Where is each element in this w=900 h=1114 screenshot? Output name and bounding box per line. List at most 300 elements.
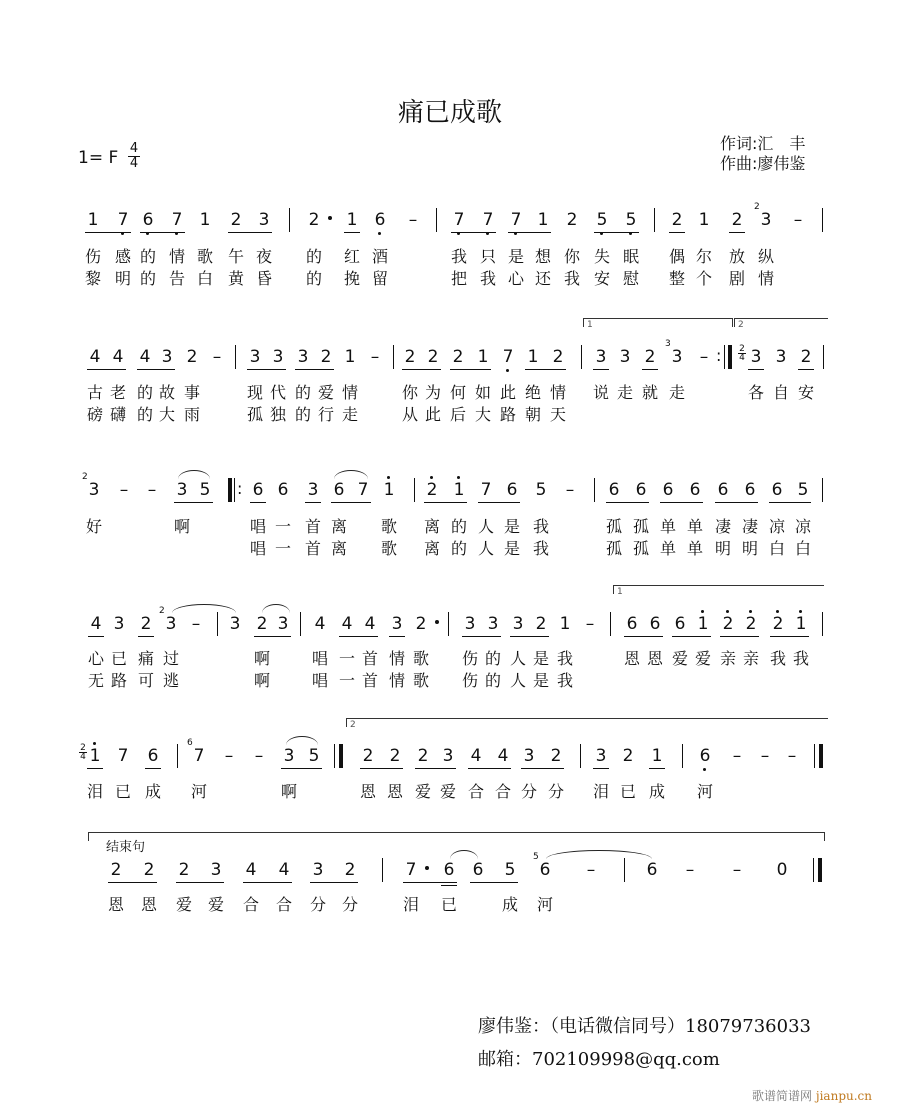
eighth-underline <box>720 636 759 637</box>
eighth-underline <box>305 502 321 503</box>
note: 4 <box>139 347 151 367</box>
lyric-char: 明 <box>114 269 131 288</box>
dash-sustain: – <box>699 347 709 367</box>
note: 2 <box>143 860 155 880</box>
volta-bracket: 1 <box>613 585 824 594</box>
volta-bracket: 1 <box>583 318 733 327</box>
eighth-underline <box>593 768 609 769</box>
lyric-char: 的 <box>294 383 311 402</box>
lyric-char: 歌 <box>412 649 429 668</box>
lyric-char: 合 <box>242 895 259 914</box>
note: 3 <box>464 614 476 634</box>
lyric-char: 分 <box>341 895 358 914</box>
lyric-char: 明 <box>741 539 758 558</box>
note: 6 <box>252 480 264 500</box>
grace-note: 2 <box>754 202 760 212</box>
lyric-char: 的 <box>139 269 156 288</box>
lyric-char: 放 <box>728 247 745 266</box>
lyric-char: 已 <box>619 782 636 801</box>
note: 1 <box>695 614 711 634</box>
note: 5 <box>535 480 547 500</box>
lyric-char: 分 <box>309 895 326 914</box>
eighth-underline <box>669 232 685 233</box>
eighth-underline <box>108 882 157 883</box>
lyric-char: 的 <box>484 671 501 690</box>
lyric-char: 歌 <box>412 671 429 690</box>
lyric-char: 情 <box>388 649 405 668</box>
note: 2 <box>424 480 440 500</box>
lyric-char: 爱 <box>317 383 334 402</box>
high-octave-dot <box>749 610 752 613</box>
lyric-char: 情 <box>549 383 566 402</box>
lyric-char: 事 <box>183 383 200 402</box>
eighth-underline <box>145 768 161 769</box>
lyric-char: 白 <box>196 269 213 288</box>
lyric-char: 离 <box>330 517 347 536</box>
lyric-char: 人 <box>509 671 526 690</box>
lyric-char: 就 <box>641 383 658 402</box>
lyric-char: 挽 <box>343 269 360 288</box>
lyric-char: 亲 <box>719 649 736 668</box>
barline <box>393 345 394 369</box>
lyric-char: 合 <box>275 895 292 914</box>
lyric-char: 告 <box>168 269 185 288</box>
note: 6 <box>333 480 345 500</box>
note: 2 <box>362 746 374 766</box>
note: 3 <box>595 746 607 766</box>
lyric-char: 的 <box>136 405 153 424</box>
note: 4 <box>90 614 102 634</box>
lyric-char: 凄 <box>714 517 731 536</box>
lyric-char: 河 <box>536 895 553 914</box>
lyric-char: 我 <box>556 671 573 690</box>
augmentation-dot <box>425 866 429 870</box>
eighth-underline <box>424 502 467 503</box>
lyric-char: 独 <box>269 405 286 424</box>
volta-bracket: 2 <box>734 318 828 327</box>
note: 2 <box>644 347 656 367</box>
slur-arc <box>334 470 368 479</box>
note: 4 <box>497 746 509 766</box>
lyric-char: 午 <box>227 247 244 266</box>
lyric-char: 孤 <box>246 405 263 424</box>
lyric-char: 爱 <box>207 895 224 914</box>
eighth-underline <box>344 232 360 233</box>
note: 2 <box>306 210 322 230</box>
lyric-char: 你 <box>563 247 580 266</box>
eighth-underline <box>769 502 811 503</box>
lyric-char: 如 <box>474 383 491 402</box>
note: 3 <box>312 860 324 880</box>
eighth-underline <box>85 232 131 233</box>
lyric-char: 成 <box>144 782 161 801</box>
lyric-char: 留 <box>371 269 388 288</box>
dash-sustain: – <box>212 347 222 367</box>
dash-sustain: – <box>793 210 803 230</box>
note: 2 <box>566 210 578 230</box>
eighth-underline <box>594 232 639 233</box>
lyric-char: 的 <box>484 649 501 668</box>
eighth-underline <box>250 502 266 503</box>
lyric-char: 孤 <box>605 539 622 558</box>
lyric-char: 失 <box>593 247 610 266</box>
lyric-char: 是 <box>507 247 524 266</box>
lyric-char: 情 <box>388 671 405 690</box>
note: 3 <box>176 480 188 500</box>
lyric-char: 是 <box>503 517 520 536</box>
grace-note: 6 <box>187 738 193 748</box>
note: 3 <box>161 347 173 367</box>
barline <box>594 478 595 502</box>
dash-sustain: – <box>370 347 380 367</box>
lyric-char: 合 <box>494 782 511 801</box>
slur-arc <box>178 470 210 479</box>
high-octave-dot <box>430 476 433 479</box>
lyric-char: 行 <box>317 405 334 424</box>
lyric-char: 大 <box>474 405 491 424</box>
note: 2 <box>535 614 547 634</box>
lyric-char: 成 <box>648 782 665 801</box>
lyric-char: 后 <box>449 405 466 424</box>
note: 3 <box>760 210 772 230</box>
contact-line: 廖伟鉴：（电话微信同号）18079736033 <box>478 1016 811 1037</box>
lyric-char: 走 <box>341 405 358 424</box>
note: 3 <box>165 614 177 634</box>
barline <box>822 612 823 636</box>
note: 2 <box>256 614 268 634</box>
note: 3 <box>272 347 284 367</box>
eighth-underline <box>87 768 103 769</box>
lyric-char: 啊 <box>253 649 270 668</box>
note: 3 <box>258 210 270 230</box>
note: 2 <box>140 614 152 634</box>
eighth-underline <box>468 768 511 769</box>
eighth-underline <box>510 636 549 637</box>
high-octave-dot <box>799 610 802 613</box>
eighth-underline <box>660 502 703 503</box>
eighth-underline <box>649 768 665 769</box>
lyric-char: 偶 <box>668 247 685 266</box>
note: 3 <box>297 347 309 367</box>
lyric-char: 整 <box>668 269 685 288</box>
note: 2 <box>186 347 198 367</box>
high-octave-dot <box>701 610 704 613</box>
eighth-underline <box>140 232 185 233</box>
lyric-char: 朝 <box>524 405 541 424</box>
eighth-underline <box>606 502 649 503</box>
lyric-char: 伤 <box>461 649 478 668</box>
eighth-underline <box>138 636 154 637</box>
grace-note: 2 <box>82 472 88 482</box>
note: 1 <box>381 480 397 500</box>
note: 2 <box>731 210 743 230</box>
note: 4 <box>112 347 124 367</box>
lyricist-credit: 作词:汇 丰 <box>720 134 806 153</box>
lyric-char: 天 <box>549 405 566 424</box>
lyric-char: 个 <box>695 269 712 288</box>
lyric-char: 单 <box>686 517 703 536</box>
note: 6 <box>608 480 620 500</box>
lyric-char: 慰 <box>622 269 639 288</box>
lyric-char: 我 <box>479 269 496 288</box>
lyric-char: 恩 <box>386 782 403 801</box>
lyric-char: 磅 <box>86 405 103 424</box>
eighth-underline <box>295 369 334 370</box>
note: 3 <box>210 860 222 880</box>
lyric-char: 歌 <box>380 517 397 536</box>
lyric-char: 安 <box>797 383 814 402</box>
note: 3 <box>283 746 295 766</box>
note: 6 <box>771 480 783 500</box>
note: 7 <box>117 746 129 766</box>
lyric-char: 把 <box>450 269 467 288</box>
section-label: 结束句 <box>106 840 146 855</box>
dash-sustain: – <box>565 480 575 500</box>
note: 4 <box>470 746 482 766</box>
lyric-char: 单 <box>659 517 676 536</box>
dash-sustain: – <box>147 480 157 500</box>
dash-sustain: – <box>760 746 770 766</box>
lyric-char: 想 <box>534 247 551 266</box>
note: 7 <box>508 210 524 230</box>
lyric-char: 夜 <box>255 247 272 266</box>
note: 0 <box>776 860 788 880</box>
note: 7 <box>115 210 131 230</box>
note: 7 <box>480 210 496 230</box>
note: 3 <box>750 347 762 367</box>
lyric-char: 的 <box>450 517 467 536</box>
note: 2 <box>427 347 439 367</box>
note: 4 <box>341 614 353 634</box>
note: 2 <box>178 860 190 880</box>
watermark-cn: 歌谱简谱网 <box>752 1089 813 1103</box>
lyric-char: 情 <box>341 383 358 402</box>
note: 1 <box>199 210 211 230</box>
lyric-char: 从 <box>401 405 418 424</box>
lyric-char: 我 <box>563 269 580 288</box>
note: 7 <box>451 210 467 230</box>
lyric-char: 伤 <box>84 247 101 266</box>
note: 1 <box>346 210 358 230</box>
repeat-dots: : <box>237 479 243 498</box>
dash-sustain: – <box>586 860 596 880</box>
lyric-char: 成 <box>501 895 518 914</box>
lyric-char: 爱 <box>175 895 192 914</box>
low-octave-dot <box>506 369 509 372</box>
lyric-char: 是 <box>532 649 549 668</box>
barline <box>177 744 178 768</box>
lyric-char: 已 <box>440 895 457 914</box>
high-octave-dot <box>387 476 390 479</box>
barline <box>289 208 290 232</box>
lyric-char: 黄 <box>227 269 244 288</box>
grace-note: 2 <box>159 606 165 616</box>
barline <box>334 744 335 768</box>
note: 5 <box>504 860 516 880</box>
lyric-char: 路 <box>499 405 516 424</box>
repeat-end-bar <box>728 345 732 369</box>
eighth-underline <box>672 636 711 637</box>
eighth-underline <box>450 369 491 370</box>
note: 2 <box>622 746 634 766</box>
note: 6 <box>697 746 713 766</box>
lyric-char: 逃 <box>162 671 179 690</box>
lyric-char: 凉 <box>794 517 811 536</box>
lyric-char: 现 <box>246 383 263 402</box>
dash-sustain: – <box>191 614 201 634</box>
note: 4 <box>314 614 326 634</box>
note: 4 <box>364 614 376 634</box>
eighth-underline <box>247 369 286 370</box>
note: 1 <box>87 746 103 766</box>
barline <box>814 744 815 768</box>
dash-sustain: – <box>685 860 695 880</box>
note: 6 <box>626 614 638 634</box>
key-signature: 1= F <box>78 148 119 168</box>
note: 3 <box>775 347 787 367</box>
note: 2 <box>230 210 242 230</box>
eighth-underline <box>331 502 371 503</box>
low-octave-dot <box>378 232 381 235</box>
eighth-underline <box>137 369 175 370</box>
eighth-underline <box>715 502 758 503</box>
lyric-char: 首 <box>304 517 321 536</box>
barline <box>448 612 449 636</box>
lyric-char: 红 <box>343 247 360 266</box>
email-line: 邮箱：702109998@qq.com <box>478 1049 720 1070</box>
eighth-underline <box>451 232 496 233</box>
lyric-char: 各 <box>747 383 764 402</box>
note: 1 <box>477 347 489 367</box>
note: 3 <box>442 746 454 766</box>
lyric-char: 眠 <box>622 247 639 266</box>
barline <box>300 612 301 636</box>
note: 2 <box>720 614 736 634</box>
note: 3 <box>113 614 125 634</box>
repeat-start-thin <box>234 478 235 502</box>
eighth-underline <box>339 636 378 637</box>
lyric-char: 心 <box>507 269 524 288</box>
eighth-underline <box>470 882 518 883</box>
note: 5 <box>594 210 610 230</box>
note: 1 <box>527 347 539 367</box>
lyric-char: 啊 <box>280 782 297 801</box>
time-signature-bottom: 4 <box>129 156 139 171</box>
lyric-char: 此 <box>424 405 441 424</box>
note: 6 <box>140 210 156 230</box>
eighth-underline <box>770 636 809 637</box>
lyric-char: 爱 <box>439 782 456 801</box>
note: 3 <box>391 614 403 634</box>
note: 4 <box>89 347 101 367</box>
note: 2 <box>344 860 356 880</box>
lyric-char: 安 <box>593 269 610 288</box>
lyric-char: 恩 <box>140 895 157 914</box>
lyric-char: 泪 <box>86 782 103 801</box>
lyric-char: 歌 <box>196 247 213 266</box>
lyric-char: 走 <box>668 383 685 402</box>
eighth-underline <box>389 636 405 637</box>
eighth-underline <box>748 369 764 370</box>
lyric-char: 人 <box>477 539 494 558</box>
note: 2 <box>550 746 562 766</box>
lyric-char: 自 <box>772 383 789 402</box>
lyric-char: 可 <box>137 671 154 690</box>
lyric-char: 何 <box>449 383 466 402</box>
lyric-char: 是 <box>532 671 549 690</box>
note: 7 <box>357 480 369 500</box>
slur-arc <box>172 604 236 613</box>
lyric-char: 爱 <box>694 649 711 668</box>
lyric-char: 分 <box>547 782 564 801</box>
lyric-char: 无 <box>87 671 104 690</box>
lyric-char: 还 <box>534 269 551 288</box>
lyric-char: 离 <box>330 539 347 558</box>
lyric-char: 伤 <box>461 671 478 690</box>
lyric-char: 剧 <box>728 269 745 288</box>
note: 2 <box>552 347 564 367</box>
note: 3 <box>229 614 241 634</box>
eighth-underline <box>310 882 358 883</box>
lyric-char: 说 <box>592 383 609 402</box>
lyric-char: 明 <box>714 539 731 558</box>
note: 6 <box>717 480 729 500</box>
lyric-char: 走 <box>616 383 633 402</box>
lyric-char: 孤 <box>632 539 649 558</box>
eighth-underline <box>88 636 104 637</box>
lyric-char: 过 <box>162 649 179 668</box>
barline <box>436 208 437 232</box>
barline <box>580 744 581 768</box>
note: 1 <box>87 210 99 230</box>
lyric-char: 情 <box>757 269 774 288</box>
eighth-underline <box>174 502 213 503</box>
lyric-char: 痛 <box>137 649 154 668</box>
lyric-char: 我 <box>769 649 786 668</box>
note: 5 <box>199 480 211 500</box>
lyric-char: 的 <box>450 539 467 558</box>
lyric-char: 单 <box>659 539 676 558</box>
lyric-char: 恩 <box>107 895 124 914</box>
credits <box>720 134 805 174</box>
note: 6 <box>646 860 658 880</box>
high-octave-dot <box>726 610 729 613</box>
note: 3 <box>619 347 631 367</box>
eighth-underline <box>624 636 663 637</box>
eighth-underline <box>462 636 501 637</box>
grace-note: 5 <box>533 852 539 862</box>
note: 4 <box>278 860 290 880</box>
note: 1 <box>559 614 571 634</box>
song-title: 痛已成歌 <box>397 98 502 128</box>
high-octave-dot <box>457 476 460 479</box>
dash-sustain: – <box>254 746 264 766</box>
note: 6 <box>539 860 551 880</box>
lyric-char: 好 <box>85 517 102 536</box>
lyric-char: 爱 <box>671 649 688 668</box>
note: 3 <box>523 746 535 766</box>
high-octave-dot <box>776 610 779 613</box>
lyric-char: 河 <box>190 782 207 801</box>
repeat-dots: : <box>716 346 722 365</box>
lyric-char: 纵 <box>757 247 774 266</box>
note: 1 <box>344 347 356 367</box>
note: 2 <box>743 614 759 634</box>
note: 3 <box>487 614 499 634</box>
lyric-char: 黎 <box>84 269 101 288</box>
slur-arc <box>546 850 652 859</box>
final-barline <box>339 744 343 768</box>
